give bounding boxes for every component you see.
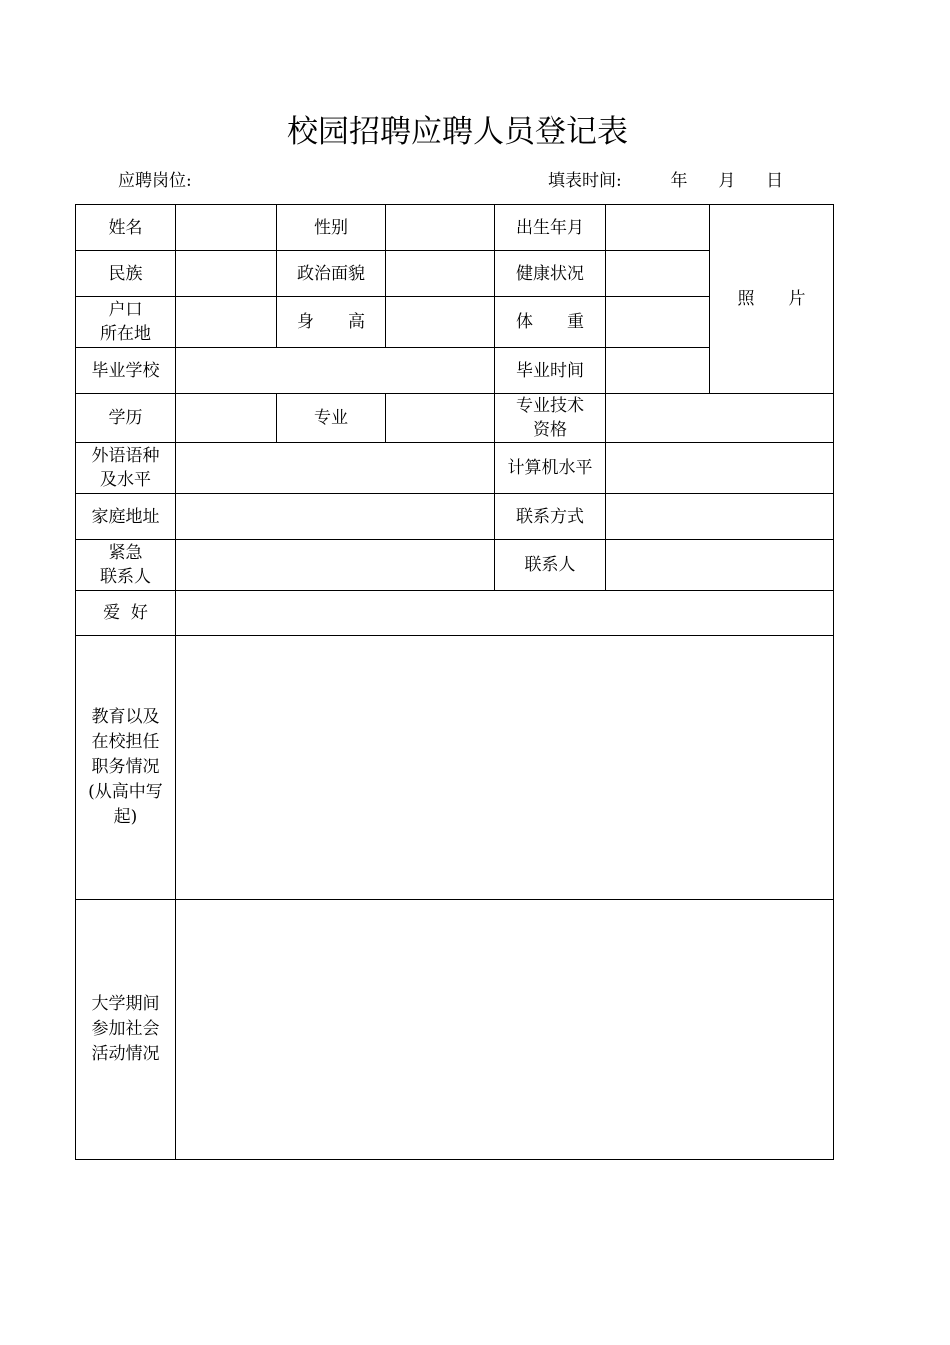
contact-method-field[interactable] xyxy=(606,494,834,540)
photo-box[interactable]: 照 片 xyxy=(710,205,834,394)
birth-field[interactable] xyxy=(606,205,710,251)
emergency-label: 紧急 联系人 xyxy=(76,540,176,591)
weight-field[interactable] xyxy=(606,297,710,348)
year-label: 年 xyxy=(670,171,688,191)
emergency-field[interactable] xyxy=(176,540,495,591)
day-label: 日 xyxy=(766,171,784,191)
edu-history-label: 教育以及 在校担任 职务情况 (从高中写 起) xyxy=(76,636,176,900)
education-field[interactable] xyxy=(176,394,277,443)
month-label: 月 xyxy=(718,171,736,191)
form-title: 校园招聘应聘人员登记表 xyxy=(287,114,628,150)
gender-field[interactable] xyxy=(386,205,495,251)
table-row xyxy=(76,591,834,636)
table-row xyxy=(76,494,834,540)
political-label: 政治面貌 xyxy=(277,251,386,297)
school-label: 毕业学校 xyxy=(76,348,176,394)
computer-field[interactable] xyxy=(606,443,834,494)
health-field[interactable] xyxy=(606,251,710,297)
language-label: 外语语种 及水平 xyxy=(76,443,176,494)
qualification-label: 专业技术 资格 xyxy=(495,394,606,443)
table-row xyxy=(76,443,834,494)
hobby-label: 爱 好 xyxy=(76,591,176,636)
date-label: 填表时间: xyxy=(548,171,622,191)
qualification-field[interactable] xyxy=(606,394,834,443)
table-row xyxy=(76,394,834,443)
social-label: 大学期间 参加社会 活动情况 xyxy=(76,900,176,1160)
weight-label: 体 重 xyxy=(495,297,606,348)
grad-time-field[interactable] xyxy=(606,348,710,394)
education-label: 学历 xyxy=(76,394,176,443)
school-field[interactable] xyxy=(176,348,495,394)
gender-label: 性别 xyxy=(277,205,386,251)
hobby-field[interactable] xyxy=(176,591,834,636)
position-label: 应聘岗位: xyxy=(118,171,192,191)
height-field[interactable] xyxy=(386,297,495,348)
hukou-label: 户口 所在地 xyxy=(76,297,176,348)
registration-form-table xyxy=(75,204,834,1160)
table-row xyxy=(76,900,834,1160)
table-row xyxy=(76,540,834,591)
contact-person-field[interactable] xyxy=(606,540,834,591)
contact-person-label: 联系人 xyxy=(495,540,606,591)
computer-label: 计算机水平 xyxy=(495,443,606,494)
major-field[interactable] xyxy=(386,394,495,443)
birth-label: 出生年月 xyxy=(495,205,606,251)
language-field[interactable] xyxy=(176,443,495,494)
grad-time-label: 毕业时间 xyxy=(495,348,606,394)
table-row xyxy=(76,636,834,900)
health-label: 健康状况 xyxy=(495,251,606,297)
name-label: 姓名 xyxy=(76,205,176,251)
ethnicity-field[interactable] xyxy=(176,251,277,297)
date-field xyxy=(548,166,783,191)
edu-history-field[interactable] xyxy=(176,636,834,900)
ethnicity-label: 民族 xyxy=(76,251,176,297)
social-field[interactable] xyxy=(176,900,834,1160)
hukou-field[interactable] xyxy=(176,297,277,348)
political-field[interactable] xyxy=(386,251,495,297)
height-label: 身 高 xyxy=(277,297,386,348)
table-row xyxy=(76,205,834,251)
name-field[interactable] xyxy=(176,205,277,251)
address-field[interactable] xyxy=(176,494,495,540)
contact-method-label: 联系方式 xyxy=(495,494,606,540)
major-label: 专业 xyxy=(277,394,386,443)
address-label: 家庭地址 xyxy=(76,494,176,540)
